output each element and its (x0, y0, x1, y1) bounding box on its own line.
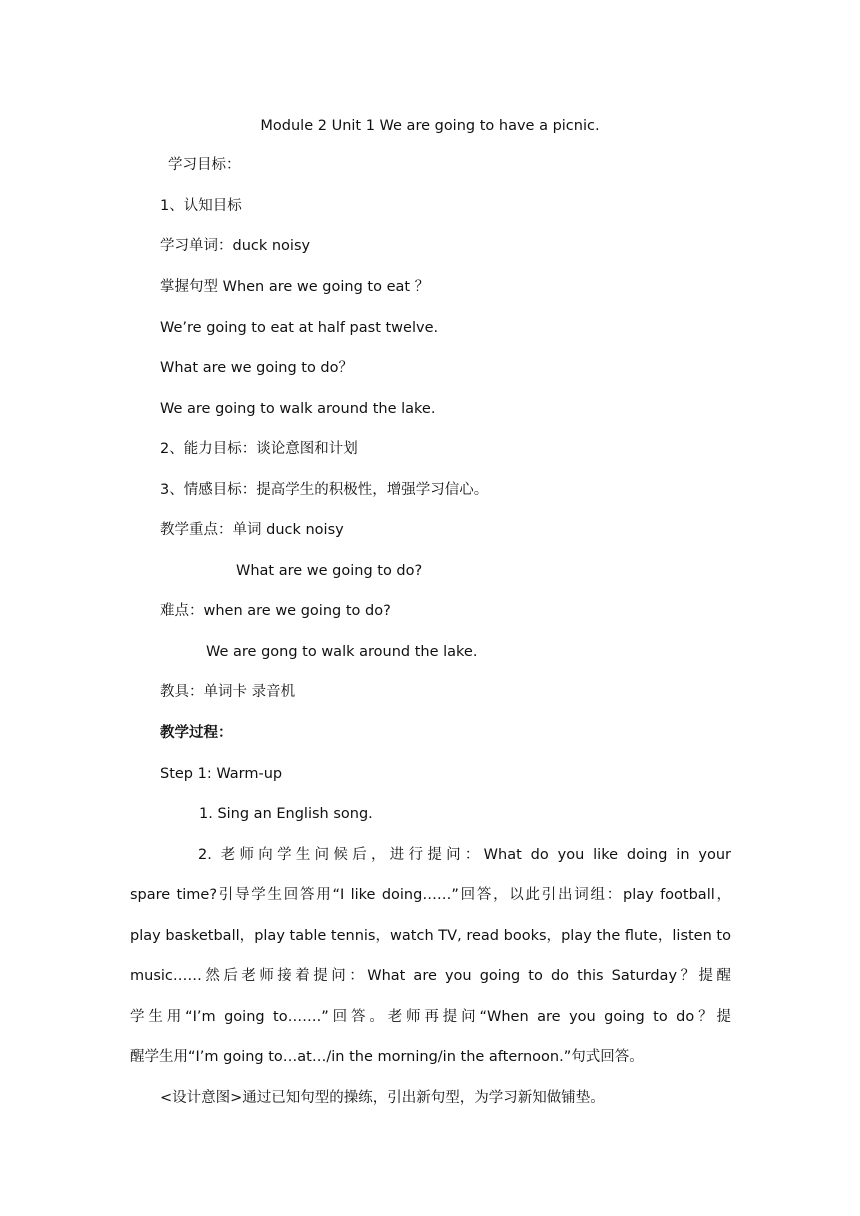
document-title: Module 2 Unit 1 We are going to have a picnic. (260, 118, 600, 134)
ability-objective: 2、能力目标：谈论意图和计划 (160, 441, 358, 457)
cognitive-objective-heading: 1、认知目标 (160, 198, 242, 214)
vocabulary-line: 学习单词：duck noisy (160, 238, 311, 254)
question-line-2: What are we going to do？ (160, 360, 354, 376)
teaching-aids-line: 教具：单词卡 录音机 (160, 684, 296, 700)
emotion-objective: 3、情感目标：提高学生的积极性，增强学习信心。 (160, 482, 489, 498)
teaching-process-heading: 教学过程： (160, 725, 233, 741)
step-1-item-2-line-1: 2. 老师向学生问候后，进行提问：What do you like doing in your (198, 847, 731, 863)
answer-line-2: We are going to walk around the lake. (160, 401, 436, 417)
sentence-pattern-line: 掌握句型 When are we going to eat ？ (160, 279, 430, 295)
step-1-item-2-line-2: spare time?引导学生回答用“I like doing……”回答，以此引出词组：play football， (130, 887, 731, 903)
difficulty-line: 难点：when are we going to do? (160, 603, 391, 619)
step-1-item-2-line-5: 学生用“I’m going to…….”回答。老师再提问“When are you going to do？提 (130, 1009, 731, 1025)
objectives-heading: 学习目标： (168, 157, 241, 173)
step-1-item-2-line-3: play basketball，play table tennis，watch TV, read books，play the flute，listen to (130, 928, 731, 944)
step-1-item-2-line-6: 醒学生用“I’m going to…at…/in the morning/in the afternoon.”句式回答。 (130, 1049, 644, 1065)
design-intent-line: <设计意图>通过已知句型的操练，引出新句型，为学习新知做铺垫。 (160, 1090, 605, 1106)
key-points-line: 教学重点：单词 duck noisy (160, 522, 344, 538)
key-sentence-line: What are we going to do? (236, 563, 423, 579)
step-1-heading: Step 1: Warm-up (160, 766, 283, 782)
answer-line-1: We’re going to eat at half past twelve. (160, 320, 439, 336)
step-1-item-1: 1. Sing an English song. (199, 806, 373, 822)
difficulty-sentence-line: We are gong to walk around the lake. (206, 644, 478, 660)
step-1-item-2-line-4: music……然后老师接着提问：What are you going to do this Saturday？提醒 (130, 968, 731, 984)
